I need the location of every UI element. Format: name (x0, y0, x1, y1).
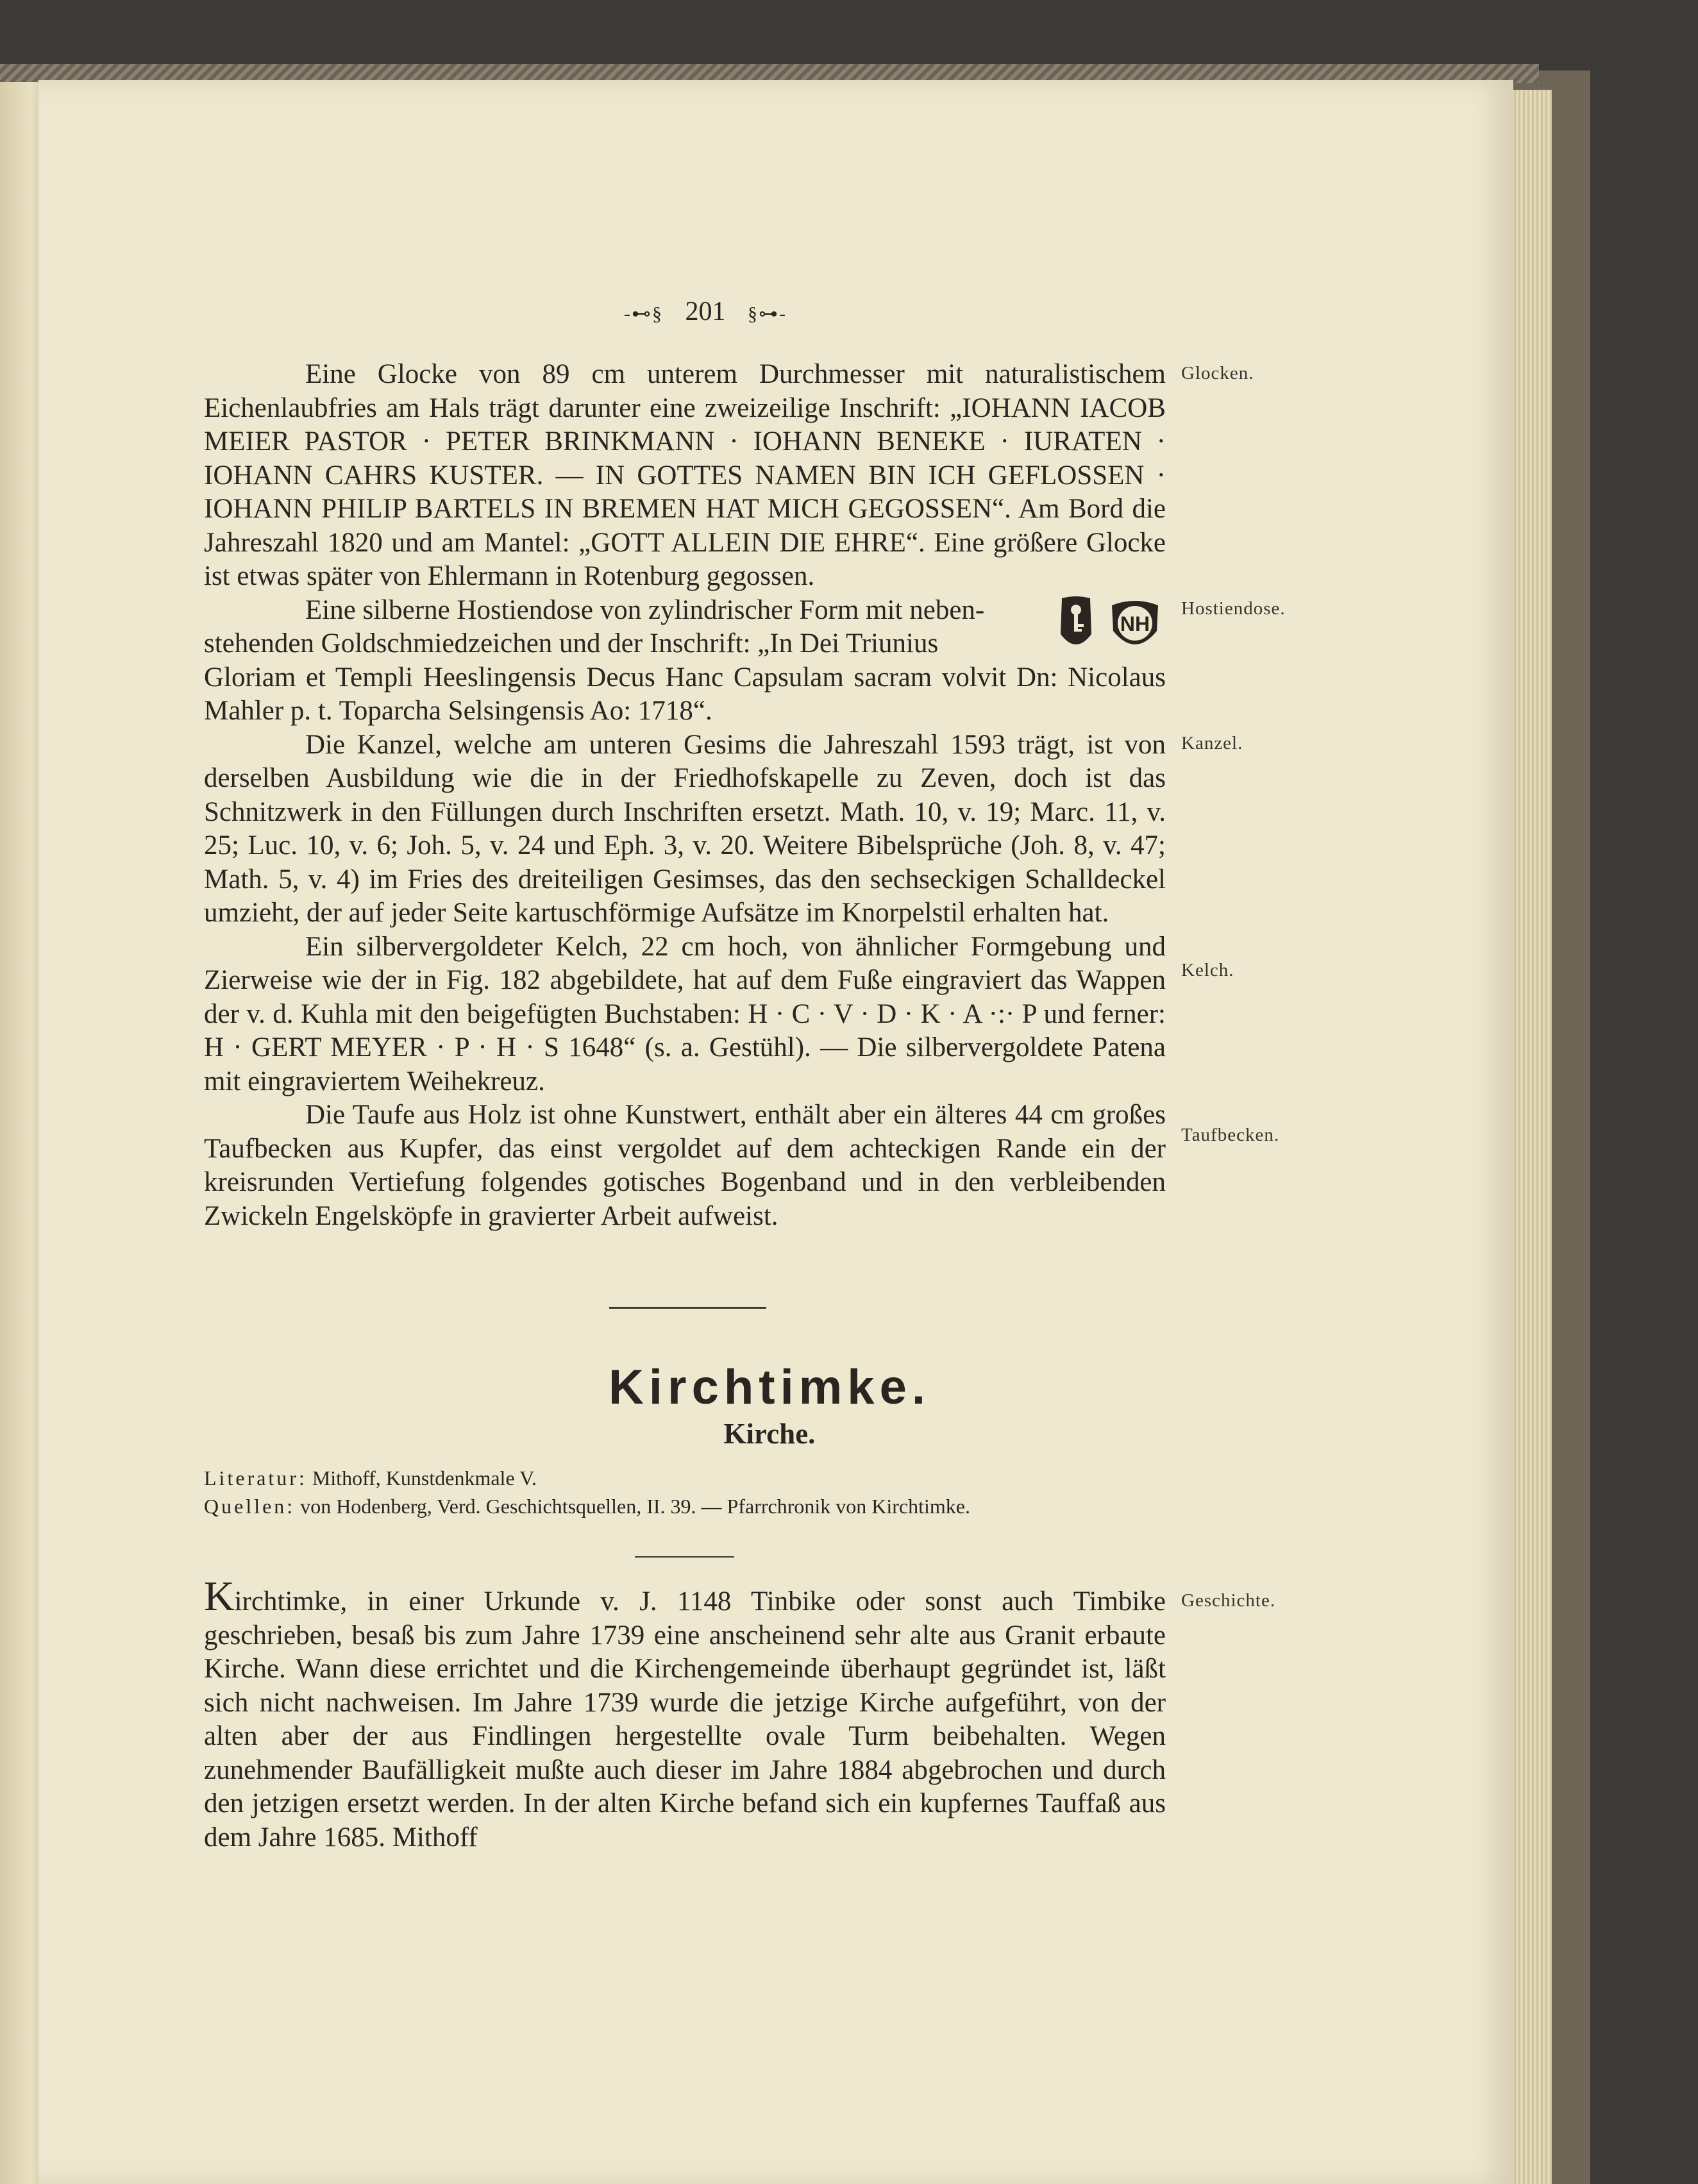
margin-note-geschichte: Geschichte. (1181, 1590, 1276, 1611)
literature-divider (635, 1556, 734, 1558)
paragraph-taufe: Die Taufe aus Holz ist ohne Kunstwert, enthält aber ein älteres 44 cm großes Taufbecken aus Kupfer, das einst vergoldet auf dem achteckigen Rande ein der kreisrunden Vertiefung folgendes gotisches Bogenband und in den verbleibenden Zwickeln Engelsköpfe in gravierter Arbeit aufweist. (204, 1100, 1166, 1231)
drop-cap: K (204, 1573, 235, 1620)
margin-note-taufbecken: Taufbecken. (1181, 1125, 1280, 1145)
key-mark-icon (1054, 594, 1098, 653)
margin-note-hostiendose: Hostiendose. (1181, 598, 1286, 619)
header-ornament-right: §⊶- (748, 303, 787, 324)
header-ornament-left: -⊷§ (624, 303, 663, 324)
literature-text: Mithoff, Kunstdenkmale V. (312, 1466, 537, 1490)
sources-line (204, 1492, 1166, 1520)
section-title: Kirchtimke. (609, 1360, 930, 1415)
literature-block (204, 1464, 1166, 1520)
paragraph-kanzel: Die Kanzel, welche am unteren Gesims die Jahreszahl 1593 trägt, ist von derselben Ausbildung wie die in der Friedhofskapelle zu Zeven, doch ist das Schnitzwerk in den Füllungen durch Inschriften ersetzt. Math. 10, v. 19; Marc. 11, v. 25; Luc. 10, v. 6; Joh. 5, v. 24 und Eph. 3, v. 20. Weitere Bibelsprüche (Joh. 8, v. 47; Math. 5, v. 4) im Fries des dreiteiligen Gesimses, das den sechseckigen Schalldeckel umzieht, der auf jeder Seite kartuschförmige Aufsätze im Knorpelstil erhalten hat. (204, 729, 1166, 928)
paragraph-glocke: Eine Glocke von 89 cm unterem Durchmesser mit naturalistischem Eichenlaubfries am Hals trägt darunter eine zweizeilige Inschrift: „IOHANN IACOB MEIER PASTOR · PETER BRINKMANN · IOHANN BENEKE · IURATEN · IOHANN CAHRS KUSTER. — IN GOTTES NAMEN BIN ICH GEFLOSSEN · IOHANN PHILIP BARTELS IN BREMEN HAT MICH GEGOSSEN“. Am Bord die Jahreszahl 1820 und am Mantel: „GOTT ALLEIN DIE EHRE“. Eine größere Glocke ist etwas später von Ehlermann in Rotenburg gegossen. (204, 359, 1166, 591)
page-header (577, 296, 834, 327)
margin-note-kanzel: Kanzel. (1181, 733, 1243, 753)
paragraph-hostiendose-line2: stehenden Goldschmiedzeichen und der Inschrift: „In Dei Triunius (204, 628, 939, 659)
margin-note-kelch: Kelch. (1181, 960, 1234, 980)
page-edges (1507, 90, 1552, 2184)
page-number: 201 (685, 297, 726, 326)
hostiendose-block (204, 594, 1166, 661)
literature-label: Literatur: (204, 1466, 307, 1490)
sources-label: Quellen: (204, 1495, 296, 1518)
paragraph-hostiendose-line3: Gloriam et Templi Heeslingensis Decus Hanc Capsulam sacram volvit Dn: Nicolaus Mahler p. t. Toparcha Selsingensis Ao: 1718“. (204, 662, 1166, 726)
sources-text: von Hodenberg, Verd. Geschichtsquellen, II. 39. — Pfarrchronik von Kirchtimke. (300, 1495, 970, 1518)
body-text-top (204, 358, 1166, 1233)
nh-mark-text: NH (1120, 612, 1150, 635)
literature-line (204, 1464, 1166, 1492)
margin-note-glocken: Glocken. (1181, 363, 1254, 383)
nh-mark-icon (1107, 598, 1163, 653)
paragraph-geschichte (204, 1573, 1166, 1854)
paragraph-kelch: Ein silbervergoldeter Kelch, 22 cm hoch, von ähnlicher Formgebung und Zierweise wie der in Fig. 182 abgebildete, hat auf dem Fuße eingraviert das Wappen der v. d. Kuhla mit den beigefügten Buchstaben: H · C · V · D · K · A ·:· P und ferner: H · GERT MEYER · P · H · S 1648“ (s. a. Gestühl). — Die silbervergoldete Patena mit eingraviertem Weihekreuz. (204, 931, 1166, 1096)
section-subtitle: Kirche. (723, 1418, 816, 1450)
paragraph-geschichte-text: irchtimke, in einer Urkunde v. J. 1148 Tinbike oder sonst auch Timbike geschrieben, besaß bis zum Jahre 1739 eine anscheinend sehr alte aus Granit erbaute Kirche. Wann diese errichtet und die Kirchengemeinde überhaupt gegründet ist, läßt sich nicht nachweisen. Im Jahre 1739 wurde die jetzige Kirche aufgeführt, von der alten aber der aus Findlingen hergestellte ovale Turm beibehalten. Wegen zunehmender Baufälligkeit mußte auch dieser im Jahre 1884 abgebrochen und durch den jetzigen ersetzt werden. In der alten Kirche befand sich ein kupfernes Tauffaß aus dem Jahre 1685. Mithoff (204, 1586, 1166, 1852)
paragraph-hostiendose-line1: Eine silberne Hostiendose von zylindrischer Form mit neben- (305, 594, 985, 625)
section-divider (609, 1307, 766, 1309)
body-text-bottom (204, 1573, 1166, 1854)
